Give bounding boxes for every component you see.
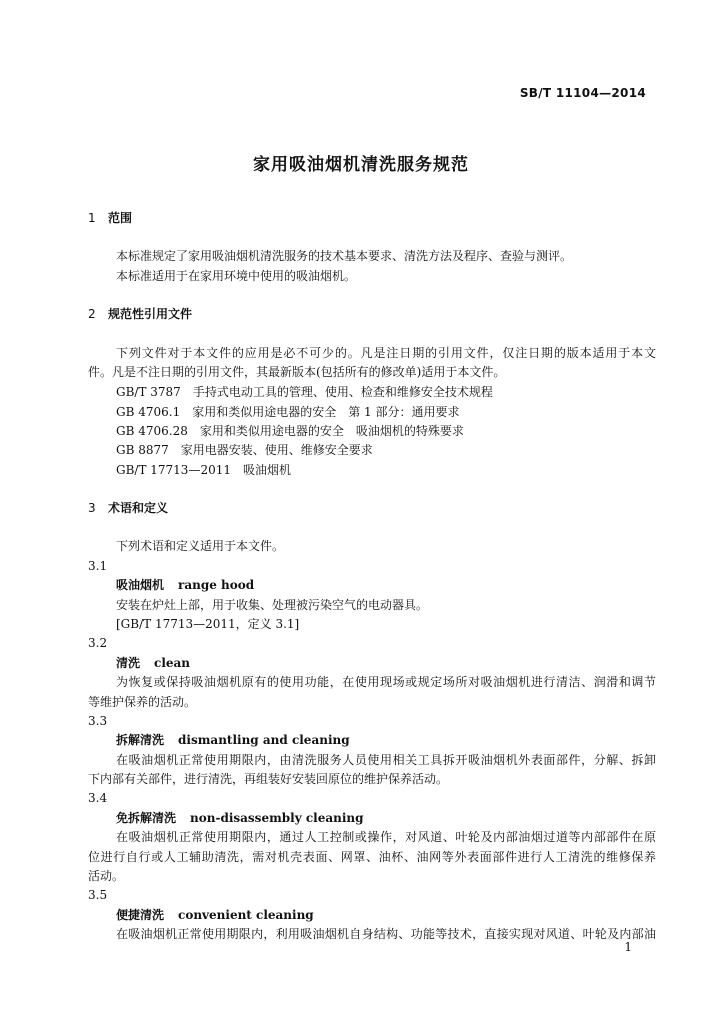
term-zh: 便捷清洗 <box>116 908 165 922</box>
paragraph: 本标准规定了家用吸油烟机清洗服务的技术基本要求、清洗方法及程序、查验与测评。 <box>116 249 573 263</box>
section-2-heading <box>88 306 192 322</box>
definition: 在吸油烟机正常使用期限内，由清洗服务人员使用相关工具拆开吸油烟机外表面部件，分解、拆卸 <box>116 753 656 767</box>
paragraph: 下列文件对于本文件的应用是必不可少的。凡是注日期的引用文件，仅注日期的版本适用于本文 <box>116 346 656 360</box>
term-heading <box>116 577 254 593</box>
section-number: 2 <box>88 307 96 321</box>
term-en: non-disassembly cleaning <box>190 811 364 825</box>
clause-number: 3.4 <box>88 791 108 805</box>
section-1-heading <box>88 210 132 226</box>
definition: 安装在炉灶上部，用于收集、处理被污染空气的电动器具。 <box>116 598 429 612</box>
paragraph: 本标准适用于在家用环境中使用的吸油烟机。 <box>116 269 357 283</box>
paragraph: 件。凡是不注日期的引用文件，其最新版本(包括所有的修改单)适用于本文件。 <box>88 365 506 379</box>
definition: 位进行自行或人工辅助清洗，需对机壳表面、网罩、油杯、油网等外表面部件进行人工清洗的维修保养 <box>88 850 656 864</box>
document-title: 家用吸油烟机清洗服务规范 <box>253 155 469 175</box>
definition: 等维护保养的活动。 <box>88 695 197 709</box>
reference-item <box>116 404 459 420</box>
term-zh: 免拆解清洗 <box>116 811 177 825</box>
term-heading <box>116 810 364 826</box>
section-3-heading <box>88 500 168 516</box>
reference-code: GB/T 3787 <box>116 385 181 399</box>
reference-code: GB 4706.28 <box>116 424 188 438</box>
reference-code: GB/T 17713—2011 <box>116 463 231 477</box>
term-en: clean <box>154 656 191 670</box>
term-zh: 拆解清洗 <box>116 733 165 747</box>
term-zh: 吸油烟机 <box>116 578 165 592</box>
term-zh: 清洗 <box>116 656 141 670</box>
reference-item <box>116 442 373 458</box>
paragraph: 下列术语和定义适用于本文件。 <box>116 539 285 553</box>
section-title: 规范性引用文件 <box>108 307 193 321</box>
reference-name: 家用和类似用途电器的安全 吸油烟机的特殊要求 <box>199 424 464 438</box>
term-en: range hood <box>178 578 255 592</box>
clause-number: 3.2 <box>88 636 108 650</box>
term-heading <box>116 655 190 671</box>
term-en: dismantling and cleaning <box>178 733 350 747</box>
definition: 为恢复或保持吸油烟机原有的使用功能，在使用现场或规定场所对吸油烟机进行清洁、润滑和调节 <box>116 675 656 689</box>
clause-number: 3.5 <box>88 888 108 902</box>
page-number: 1 <box>624 940 632 954</box>
clause-number: 3.3 <box>88 714 108 728</box>
reference-item <box>116 384 493 400</box>
reference-code: GB 4706.1 <box>116 405 181 419</box>
term-heading <box>116 907 314 923</box>
reference-item <box>116 423 464 439</box>
clause-number: 3.1 <box>88 559 108 573</box>
section-number: 1 <box>88 211 96 225</box>
reference-name: 手持式电动工具的管理、使用、检查和维修安全技术规程 <box>192 385 493 399</box>
reference-item <box>116 462 291 478</box>
reference-name: 家用和类似用途电器的安全 第 1 部分：通用要求 <box>192 405 460 419</box>
definition: 下内部有关部件，进行清洗，再组装好安装回原位的维护保养活动。 <box>88 772 449 786</box>
term-en: convenient cleaning <box>178 908 314 922</box>
standard-code: SB/T 11104—2014 <box>519 86 646 100</box>
reference-name: 吸油烟机 <box>242 463 291 477</box>
reference-name: 家用电器安装、使用、维修安全要求 <box>180 443 373 457</box>
section-number: 3 <box>88 501 96 515</box>
definition: 在吸油烟机正常使用期限内，通过人工控制或操作，对风道、叶轮及内部油烟过道等内部部件在原 <box>116 830 656 844</box>
definition-source: [GB/T 17713—2011，定义 3.1] <box>116 617 300 631</box>
section-title: 范围 <box>108 211 133 225</box>
reference-code: GB 8877 <box>116 443 169 457</box>
definition: 在吸油烟机正常使用期限内，利用吸油烟机自身结构、功能等技术，直接实现对风道、叶轮及内部油 <box>116 927 656 941</box>
section-title: 术语和定义 <box>108 501 169 515</box>
definition: 活动。 <box>88 869 125 883</box>
term-heading <box>116 732 350 748</box>
